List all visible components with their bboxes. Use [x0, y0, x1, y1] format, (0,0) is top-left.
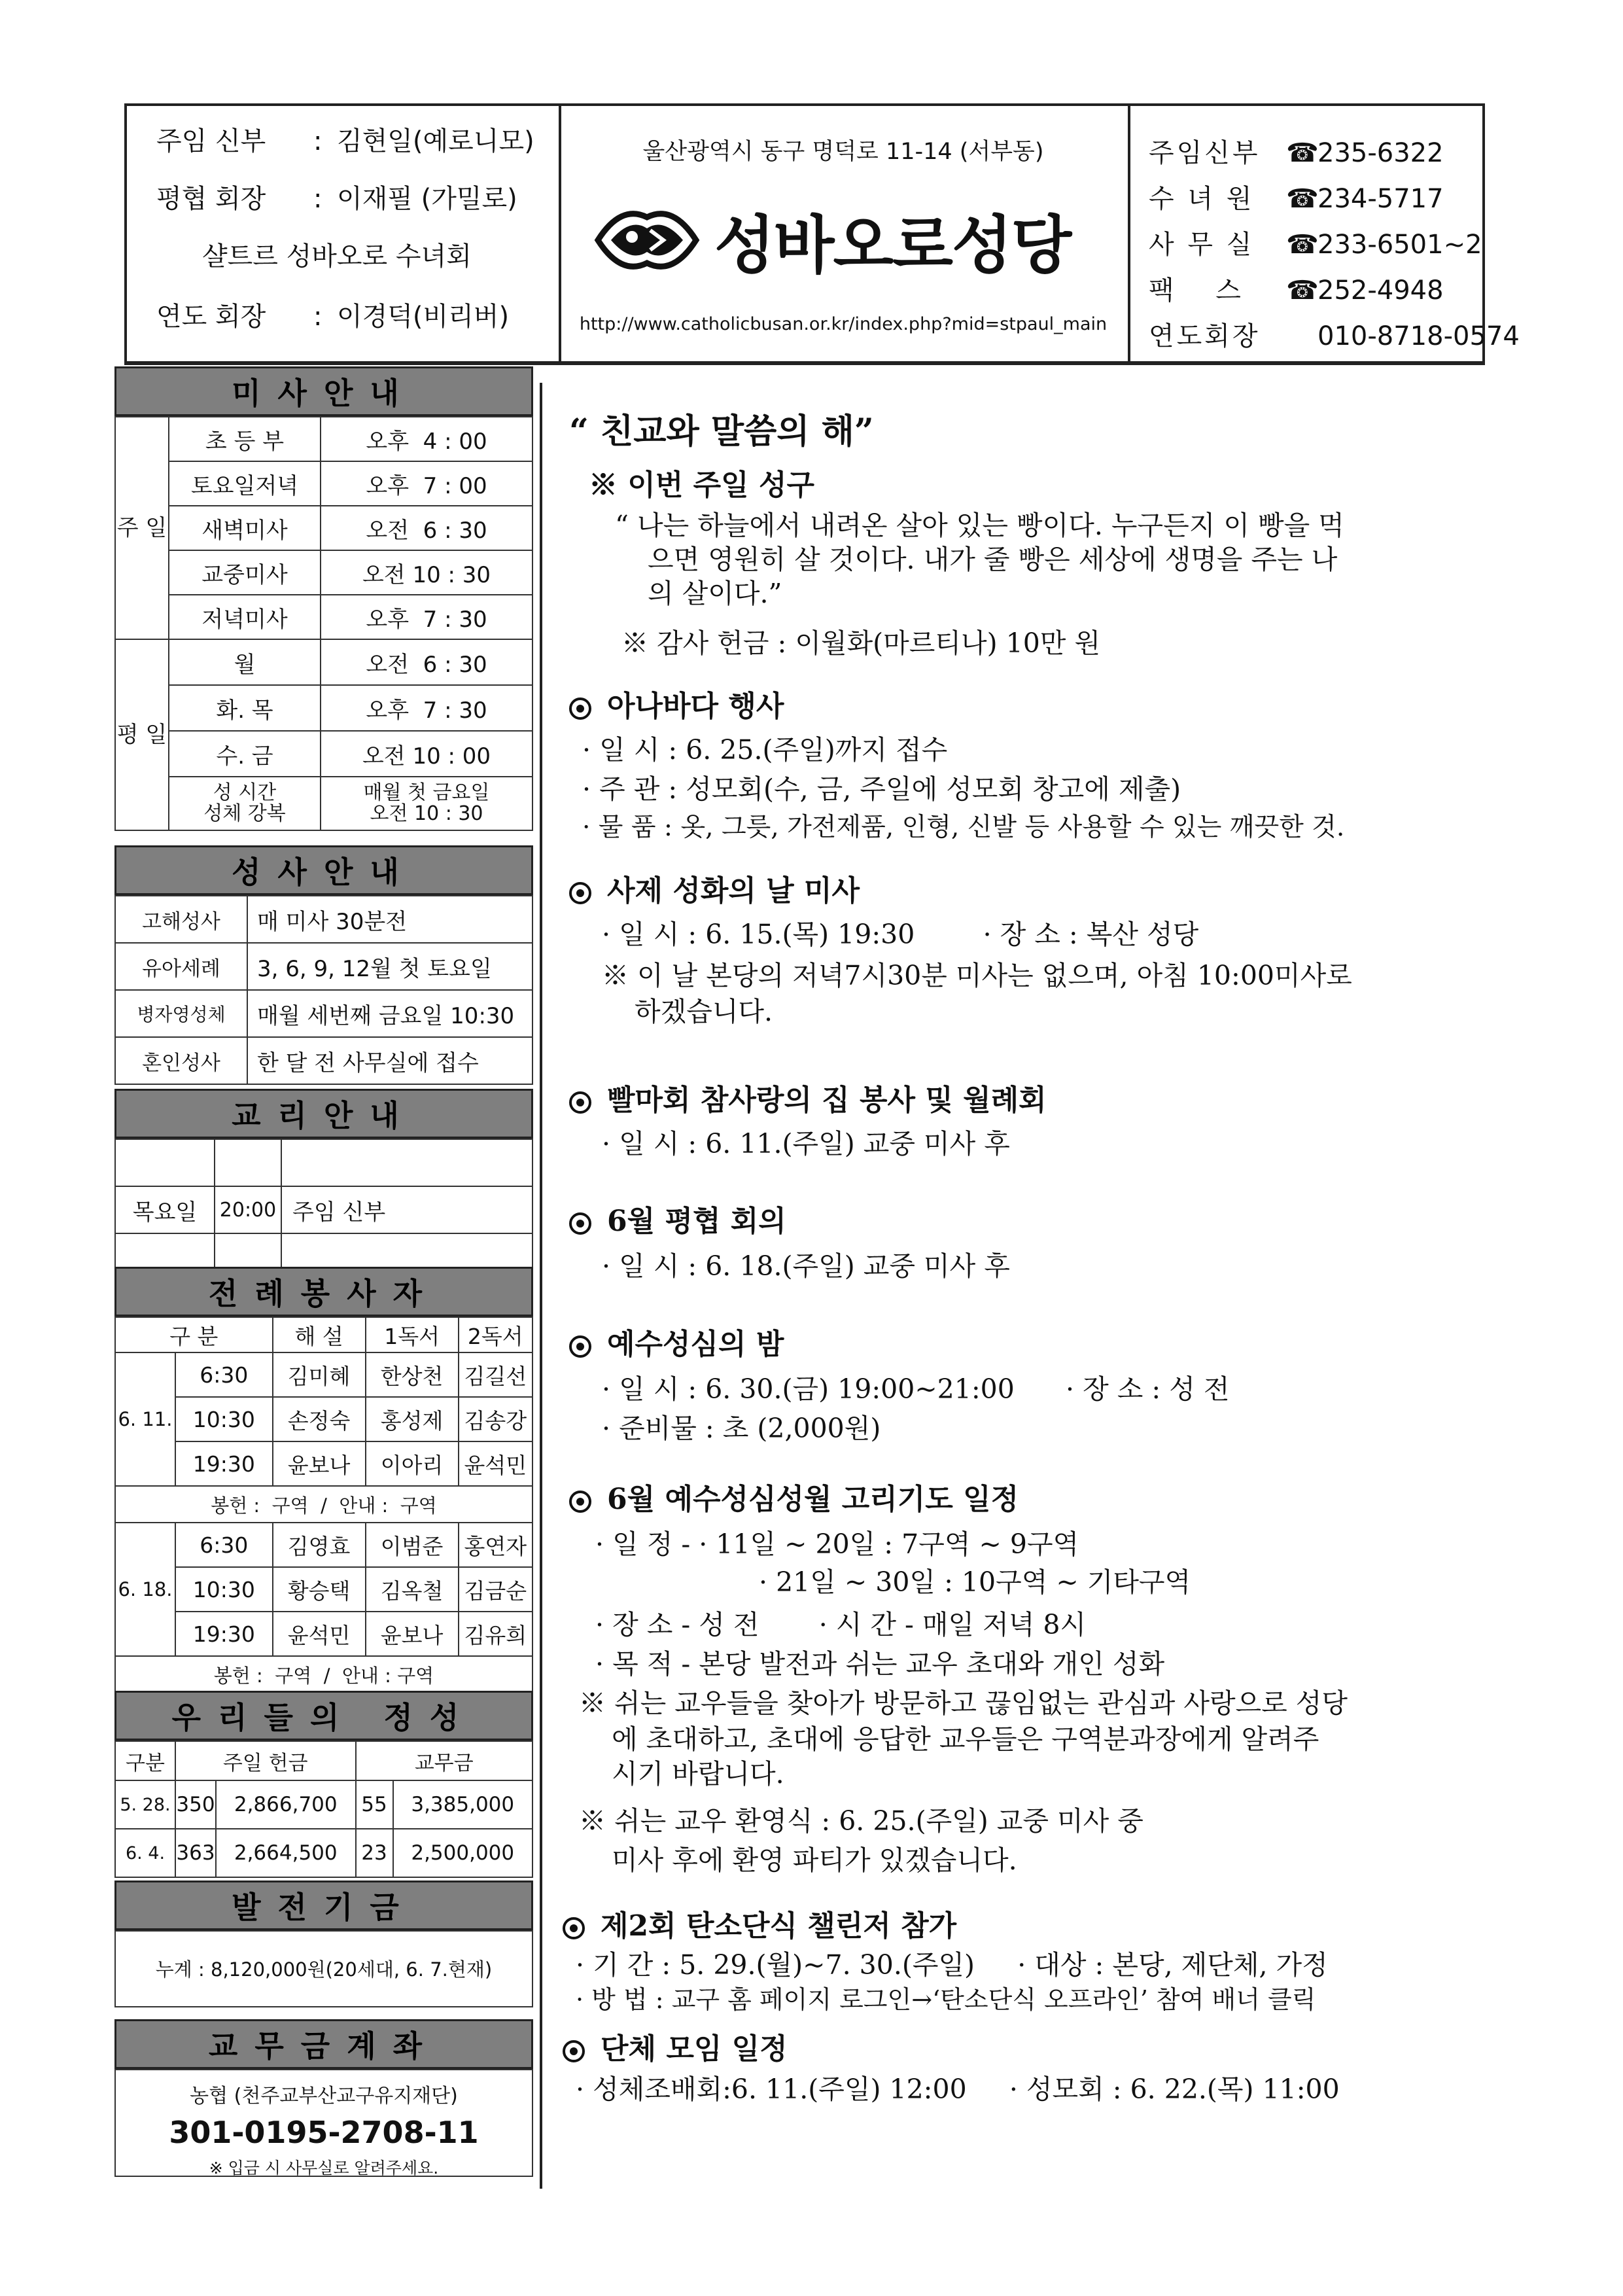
header-staff-row: 주임 신부 : 김현일(예로니모) [156, 126, 534, 156]
section-title: 6월 예수성심성월 고리기도 일정 [569, 1475, 1019, 1517]
section-line: 하겠습니다. [635, 996, 773, 1027]
section-line: 에 초대하고, 초대에 응답한 교우들은 구역분과장에게 알려주 [612, 1723, 1319, 1755]
fund-total: 누계 : 8,120,000원(20세대, 6. 7.현재) [114, 1930, 533, 2007]
offering-title: 우리들의 정성 [114, 1691, 533, 1740]
header-staff [127, 106, 561, 361]
year-title: “ 친교와 말씀의 해” [569, 412, 874, 451]
section-line: ※ 이 날 본당의 저녁7시30분 미사는 없으며, 아침 10:00미사로 [602, 960, 1352, 991]
section-title: 예수성심의 밤 [569, 1320, 784, 1362]
phone-icon: ☎ [1286, 138, 1319, 168]
phone-icon: ☎ [1286, 230, 1319, 260]
parish-name: 성바오로성당 [714, 208, 1071, 282]
bullet-icon [569, 882, 591, 904]
header-phones [1128, 106, 1520, 361]
phone-row: 팩 스 ☎252-4948 [1149, 275, 1444, 306]
header-staff-row: 샬트르 성바오로 수녀회 [202, 241, 472, 272]
section-line: · 목 적 - 본당 발전과 쉬는 교우 초대와 개인 성화 [595, 1648, 1165, 1680]
section-line: · 준비물 : 초 (2,000원) [602, 1413, 881, 1444]
section-line: · 일 정 - · 11일 ~ 20일 : 7구역 ~ 9구역 [595, 1528, 1079, 1560]
account-note: ※ 입금 시 사무실로 알려주세요. [209, 2159, 439, 2178]
gospel-line: 으면 영원히 살 것이다. 내가 줄 빵은 세상에 생명을 주는 나 [648, 544, 1338, 575]
section-line: · 일 시 : 6. 15.(목) 19:30 · 장 소 : 복산 성당 [602, 919, 1199, 950]
mass-table: 주 일 초 등 부 오후 4 : 00 토요일저녁 오후 7 : 00 새벽미사 오전 6 : 30 교중미사 오전 10 : 30 저녁미사 오후 7 : 30 평 일 월 오전 6 : 30 화. 목 오후 7 : 30 수. 금 오전 10 : 00 성 시간 성체 강복 매월 첫 금요일 오전 10 : 30 [114, 416, 533, 831]
section-line: 시기 바랍니다. [612, 1758, 784, 1790]
bullet-icon [569, 1091, 591, 1114]
section-line: · 21일 ~ 30일 : 10구역 ~ 기타구역 [759, 1566, 1191, 1598]
gospel-line: “ 나는 하늘에서 내려온 살아 있는 빵이다. 누구든지 이 빵을 먹 [615, 510, 1344, 541]
liturgy-table: 구 분 해 설 1독서 2독서 6. 11. 6:30 김미혜 한상천 김길선 10:30 손정숙 홍성제 김송강 19:30 윤보나 이아리 윤석민 봉헌 : 구역 / 안내 : 구역 6. 18. 6:30 김영효 이범준 홍연자 10:30 황승택 김옥철 김금순 19:30 윤석민 윤보나 김유희 봉헌 : 구역 / 안내 : 구역 [114, 1316, 533, 1693]
section-title: 아나바다 행사 [569, 682, 784, 724]
offering-table: 구분 주일 헌금 교무금 5. 28. 350 2,866,700 55 3,385,000 6. 4. 363 2,664,500 23 2,500,000 [114, 1740, 533, 1878]
parish-url[interactable]: http://www.catholicbusan.or.kr/index.php?mid=stpaul_main [579, 314, 1108, 334]
section-line: · 일 시 : 6. 30.(금) 19:00~21:00 · 장 소 : 성 전 [602, 1373, 1230, 1405]
gospel-heading: ※ 이번 주일 성구 [589, 468, 814, 502]
catechism-table: 목요일 20:00 주임 신부 [114, 1139, 533, 1281]
phone-row: 사 무 실 ☎233-6501~2 [1149, 230, 1482, 260]
bullet-icon [569, 1491, 591, 1513]
section-line: · 방 법 : 교구 홈 페이지 로그인→‘탄소단식 오프라인’ 참여 배너 클릭 [576, 1985, 1316, 2014]
header-center [559, 106, 1130, 361]
section-line: · 기 간 : 5. 29.(월)~7. 30.(주일) · 대상 : 본당, 제단체, 가정 [576, 1949, 1328, 1981]
header-staff-row: 연도 회장 : 이경덕(비리버) [156, 302, 510, 332]
section-title: 단체 모임 일정 [563, 2025, 788, 2067]
sunday-label: 주 일 [115, 417, 169, 639]
section-line: · 일 시 : 6. 25.(주일)까지 접수 [582, 734, 948, 766]
phone-row: 연도회장 010-8718-0574 [1149, 321, 1520, 351]
header-staff-row: 평협 회장 : 이재필 (가밀로) [156, 184, 517, 214]
section-title: 빨마회 참사랑의 집 봉사 및 월례회 [569, 1076, 1047, 1118]
section-line: · 물 품 : 옷, 그릇, 가전제품, 인형, 신발 등 사용할 수 있는 깨끗한 것. [582, 813, 1345, 842]
section-line: · 주 관 : 성모회(수, 금, 주일에 성모회 창고에 제출) [582, 773, 1181, 805]
section-title: 사제 성화의 날 미사 [569, 867, 860, 909]
sacrament-table: 고해성사 매 미사 30분전 유아세례 3, 6, 9, 12월 첫 토요일 병자영성체 매월 세번째 금요일 10:30 혼인성사 한 달 전 사무실에 접수 [114, 895, 533, 1085]
bullet-icon [563, 2040, 585, 2062]
bullet-icon [569, 1335, 591, 1358]
fund-title: 발전기금 [114, 1881, 533, 1930]
account-box [114, 2069, 533, 2177]
phone-row: 주임신부 ☎235-6322 [1149, 138, 1444, 168]
section-line: · 성체조배회:6. 11.(주일) 12:00 · 성모회 : 6. 22.(목) 11:00 [576, 2074, 1340, 2105]
header-box [124, 103, 1520, 365]
sidebar [114, 366, 533, 1963]
account-number[interactable]: 301-0195-2708-11 [169, 2115, 479, 2150]
column-divider [540, 383, 542, 2189]
parish-logo [591, 198, 1070, 283]
section-title: 제2회 탄소단식 챌린저 참가 [563, 1902, 956, 1944]
section-line: · 일 시 : 6. 18.(주일) 교중 미사 후 [602, 1250, 1010, 1282]
section-line: · 장 소 - 성 전 · 시 간 - 매일 저녁 8시 [595, 1609, 1087, 1640]
bullet-icon [569, 698, 591, 720]
account-bank: 농협 (천주교부산교구유지재단) [190, 2085, 458, 2108]
liturgy-title: 전례봉사자 [114, 1267, 533, 1316]
mass-title: 미사안내 [114, 366, 533, 416]
main-column [543, 383, 1524, 2189]
bullet-icon [563, 1917, 585, 1939]
account-title: 교무금계좌 [114, 2019, 533, 2069]
phone-row: 수 녀 원 ☎234-5717 [1149, 184, 1444, 214]
parish-emblem-icon [591, 201, 703, 279]
phone-icon: ☎ [1286, 275, 1319, 306]
phone-icon: ☎ [1286, 184, 1319, 214]
bullet-icon [569, 1212, 591, 1235]
weekday-label: 평 일 [115, 639, 169, 830]
sacrament-title: 성사안내 [114, 845, 533, 895]
thanks-offering: ※ 감사 헌금 : 이월화(마르티나) 10만 원 [621, 627, 1101, 659]
address: 울산광역시 동구 명덕로 11-14 (서부동) [642, 139, 1044, 165]
section-line: · 일 시 : 6. 11.(주일) 교중 미사 후 [602, 1128, 1010, 1159]
gospel-line: 의 살이다.” [648, 578, 782, 609]
section-line: 미사 후에 환영 파티가 있겠습니다. [612, 1845, 1017, 1876]
catechism-title: 교리안내 [114, 1089, 533, 1139]
section-line: ※ 쉬는 교우 환영식 : 6. 25.(주일) 교중 미사 중 [579, 1805, 1143, 1837]
section-line: ※ 쉬는 교우들을 찾아가 방문하고 끊임없는 관심과 사랑으로 성당 [579, 1687, 1348, 1719]
section-title: 6월 평협 회의 [569, 1197, 786, 1239]
